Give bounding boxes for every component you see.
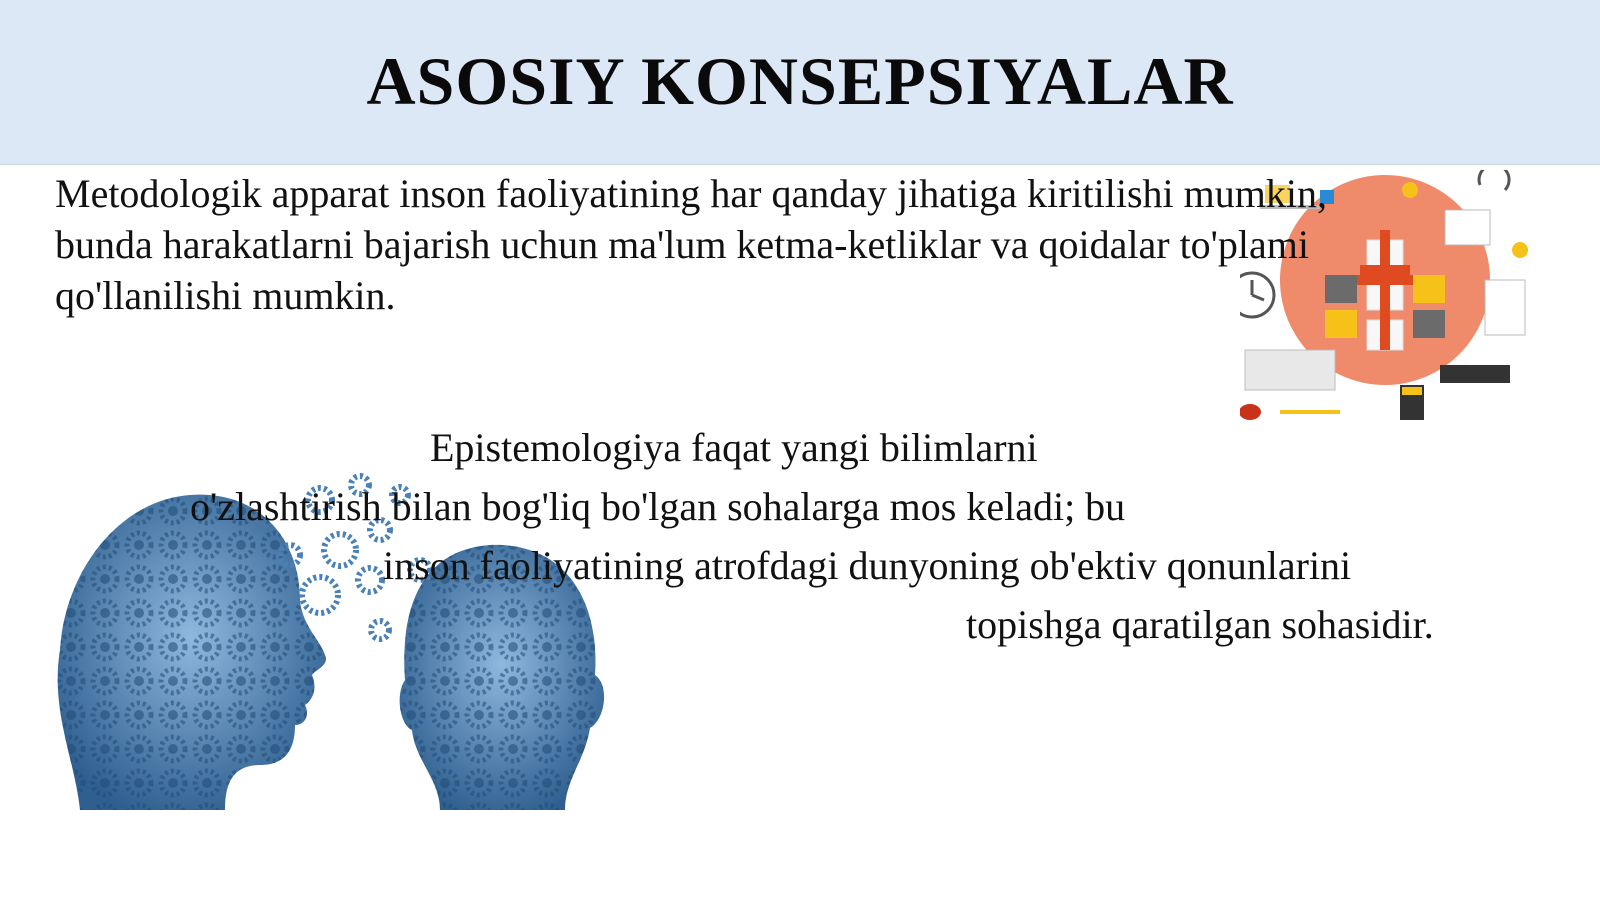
lightbulb-icon [1402,182,1418,198]
epistemology-line-2: o'zlashtirish bilan bog'liq bo'lgan sohalarga mos keladi; bu [190,484,1126,529]
epistemology-line-4: topishga qaratilgan sohasidir. [966,602,1434,647]
title-banner [0,0,1600,165]
paragraph-methodology: Metodologik apparat inson faoliyatining har qanday jihatiga kiritilishi mumkin, bunda harakatlarni bajarish uchun ma'lum ketma-ketliklar va qoidalar to'plami qo'llanilishi mumkin. [55,171,1327,318]
keyboard-icon [1245,350,1335,390]
epistemology-line-3: inson faoliyatining atrofdagi dunyoning ob'ektiv qonunlarini [383,543,1352,588]
epistemology-line-1: Epistemologiya faqat yangi bilimlarni [430,425,1038,470]
slide-title: ASOSIY KONSEPSIYALAR [366,42,1234,119]
chart-card-icon [1445,210,1490,245]
